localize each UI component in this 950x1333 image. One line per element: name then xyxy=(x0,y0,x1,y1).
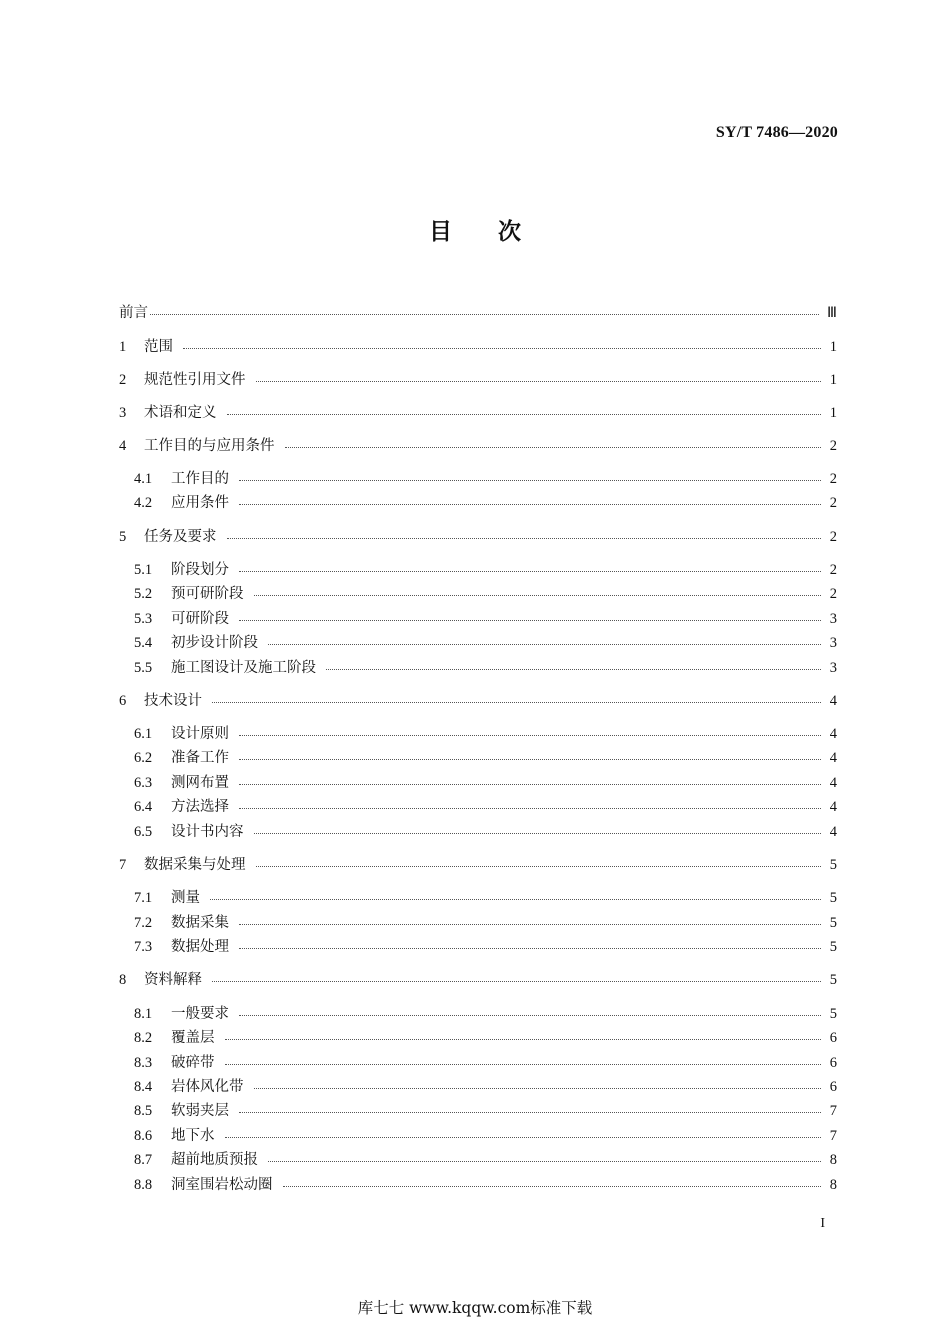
toc-entry[interactable] xyxy=(119,335,837,359)
dot-leader xyxy=(239,1112,821,1113)
toc-subentry[interactable] xyxy=(134,795,837,819)
toc-entry-number: 5.2 xyxy=(134,586,153,602)
dot-leader xyxy=(225,1064,822,1065)
dot-leader xyxy=(239,504,821,505)
toc-entry-number: 6.1 xyxy=(134,726,153,742)
dot-leader xyxy=(239,759,821,760)
toc-subentry[interactable] xyxy=(134,491,837,515)
dot-leader xyxy=(268,644,821,645)
toc-entry-number: 6.4 xyxy=(134,799,153,815)
toc-entry-page: 4 xyxy=(829,726,837,742)
dot-leader xyxy=(239,1015,821,1016)
dot-leader xyxy=(150,314,819,315)
toc-subentry[interactable] xyxy=(134,911,837,935)
toc-entry-number: 8.1 xyxy=(134,1006,153,1022)
toc-entry-label: 预可研阶段 xyxy=(171,586,244,602)
toc-entry-number: 4 xyxy=(119,438,127,454)
toc-entry-number: 8.7 xyxy=(134,1152,153,1168)
toc-entry-number: 5.1 xyxy=(134,562,153,578)
dot-leader xyxy=(285,447,822,448)
standard-code: SY/T 7486—2020 xyxy=(715,124,838,141)
toc-entry-page: 6 xyxy=(829,1079,837,1095)
toc-entry-label: 洞室围岩松动圈 xyxy=(171,1177,273,1193)
toc-entry-number: 5.3 xyxy=(134,611,153,627)
toc-entry-label: 资料解释 xyxy=(144,972,202,988)
toc-entry-label: 测量 xyxy=(171,890,200,906)
dot-leader xyxy=(239,948,821,949)
toc-entry-number: 7.3 xyxy=(134,939,153,955)
dot-leader xyxy=(254,595,822,596)
toc-entry-number: 8.5 xyxy=(134,1103,153,1119)
dot-leader xyxy=(210,899,821,900)
toc-entry-page: Ⅲ xyxy=(827,305,837,321)
toc-entry-label: 范围 xyxy=(144,339,173,355)
toc-subentry[interactable] xyxy=(134,771,837,795)
toc-subentry[interactable] xyxy=(134,582,837,606)
toc-entry-label: 初步设计阶段 xyxy=(171,635,258,651)
toc-entry-page: 4 xyxy=(829,693,837,709)
dot-leader xyxy=(183,348,821,349)
toc-entry-label: 超前地质预报 xyxy=(171,1152,258,1168)
toc-subentry[interactable] xyxy=(134,886,837,910)
toc-subentry[interactable] xyxy=(134,558,837,582)
toc-entry[interactable] xyxy=(119,853,837,877)
toc-subentry[interactable] xyxy=(134,1002,837,1026)
toc-entry-page: 8 xyxy=(829,1152,837,1168)
toc-entry-label: 前言 xyxy=(119,305,148,321)
toc-entry-label: 软弱夹层 xyxy=(171,1103,229,1119)
toc-entry-page: 6 xyxy=(829,1030,837,1046)
toc-entry[interactable] xyxy=(119,689,837,713)
toc-entry-label: 数据处理 xyxy=(171,939,229,955)
toc-entry-label: 术语和定义 xyxy=(144,405,217,421)
toc-entry-number: 6.5 xyxy=(134,824,153,840)
dot-leader xyxy=(254,833,822,834)
toc-entry-page: 2 xyxy=(829,438,837,454)
dot-leader xyxy=(326,669,821,670)
toc-entry-page: 3 xyxy=(829,635,837,651)
toc-entry-page: 5 xyxy=(829,972,837,988)
footer-watermark-text: 库七七 www.kqqw.com标准下载 xyxy=(357,1299,593,1317)
toc-subentry[interactable] xyxy=(134,722,837,746)
toc-entry-label: 工作目的 xyxy=(171,471,229,487)
toc-entry-number: 4.2 xyxy=(134,495,153,511)
dot-leader xyxy=(239,735,821,736)
toc-entry-label: 一般要求 xyxy=(171,1006,229,1022)
toc-entry-page: 2 xyxy=(829,586,837,602)
toc-entry-number: 8.6 xyxy=(134,1128,153,1144)
dot-leader xyxy=(239,924,821,925)
dot-leader xyxy=(225,1137,822,1138)
toc-entry-page: 7 xyxy=(829,1103,837,1119)
dot-leader xyxy=(225,1039,822,1040)
toc-entry-label: 施工图设计及施工阶段 xyxy=(171,660,316,676)
toc-entry-page: 1 xyxy=(829,405,837,421)
toc-entry-page: 5 xyxy=(829,890,837,906)
toc-entry-page: 1 xyxy=(829,339,837,355)
toc-entry-label: 数据采集与处理 xyxy=(144,857,246,873)
toc-entry-page: 3 xyxy=(829,660,837,676)
toc-entry-label: 准备工作 xyxy=(171,750,229,766)
toc-entry-number: 7.2 xyxy=(134,915,153,931)
toc-entry-label: 方法选择 xyxy=(171,799,229,815)
dot-leader xyxy=(256,866,822,867)
toc-entry[interactable] xyxy=(119,368,837,392)
toc-entry-label: 工作目的与应用条件 xyxy=(144,438,275,454)
toc-entry-number: 1 xyxy=(119,339,127,355)
dot-leader xyxy=(227,414,822,415)
toc-subentry[interactable] xyxy=(134,656,837,680)
toc-entry-number: 8.8 xyxy=(134,1177,153,1193)
toc-entry-label: 设计原则 xyxy=(171,726,229,742)
toc-entry-label: 岩体风化带 xyxy=(171,1079,244,1095)
dot-leader xyxy=(268,1161,821,1162)
toc-entry-number: 4.1 xyxy=(134,471,153,487)
toc-subentry[interactable] xyxy=(134,631,837,655)
toc-entry-label: 设计书内容 xyxy=(171,824,244,840)
toc-entry-page: 5 xyxy=(829,1006,837,1022)
dot-leader xyxy=(239,620,821,621)
toc-entry-page: 7 xyxy=(829,1128,837,1144)
toc-entry-preface[interactable] xyxy=(119,301,837,325)
toc-entry-page: 5 xyxy=(829,915,837,931)
toc-entry-label: 规范性引用文件 xyxy=(144,372,246,388)
toc-entry-number: 8 xyxy=(119,972,127,988)
toc-entry-label: 技术设计 xyxy=(144,693,202,709)
toc-entry-page: 2 xyxy=(829,495,837,511)
toc-entry[interactable] xyxy=(119,968,837,992)
toc-subentry[interactable] xyxy=(134,607,837,631)
toc-entry-page: 5 xyxy=(829,857,837,873)
toc-entry-page: 4 xyxy=(829,799,837,815)
toc-entry-label: 阶段划分 xyxy=(171,562,229,578)
toc-entry-page: 5 xyxy=(829,939,837,955)
toc-subentry[interactable] xyxy=(134,467,837,491)
toc-subentry[interactable] xyxy=(134,1173,837,1197)
toc-entry-number: 5 xyxy=(119,529,127,545)
toc-entry-number: 8.2 xyxy=(134,1030,153,1046)
toc-entry-label: 破碎带 xyxy=(171,1055,215,1071)
toc-entry[interactable] xyxy=(119,401,837,425)
toc-subentry[interactable] xyxy=(134,746,837,770)
toc-entry-number: 5.4 xyxy=(134,635,153,651)
dot-leader xyxy=(239,571,821,572)
dot-leader xyxy=(239,784,821,785)
toc-entry-page: 2 xyxy=(829,471,837,487)
toc-entry[interactable] xyxy=(119,434,837,458)
toc-subentry[interactable] xyxy=(134,820,837,844)
toc-entry-number: 8.3 xyxy=(134,1055,153,1071)
toc-entry-label: 应用条件 xyxy=(171,495,229,511)
toc-entry-page: 4 xyxy=(829,824,837,840)
toc-subentry[interactable] xyxy=(134,1026,837,1050)
toc-entry-page: 3 xyxy=(829,611,837,627)
dot-leader xyxy=(212,981,821,982)
toc-entry-label: 覆盖层 xyxy=(171,1030,215,1046)
toc-entry-label: 地下水 xyxy=(171,1128,215,1144)
dot-leader xyxy=(254,1088,822,1089)
toc-entry-number: 7 xyxy=(119,857,127,873)
toc-entry-page: 1 xyxy=(829,372,837,388)
dot-leader xyxy=(283,1186,822,1187)
toc-entry[interactable] xyxy=(119,525,837,549)
dot-leader xyxy=(212,702,821,703)
toc-entry-label: 测网布置 xyxy=(171,775,229,791)
toc-title: 目次 xyxy=(429,219,567,245)
toc-entry-number: 6 xyxy=(119,693,127,709)
toc-entry-number: 6.3 xyxy=(134,775,153,791)
toc-entry-page: 4 xyxy=(829,775,837,791)
toc-entry-number: 8.4 xyxy=(134,1079,153,1095)
toc-entry-label: 任务及要求 xyxy=(144,529,217,545)
toc-subentry[interactable] xyxy=(134,1075,837,1099)
toc-entry-number: 3 xyxy=(119,405,127,421)
dot-leader xyxy=(239,480,821,481)
toc-entry-label: 可研阶段 xyxy=(171,611,229,627)
toc-entry-page: 2 xyxy=(829,562,837,578)
toc-subentry[interactable] xyxy=(134,1124,837,1148)
toc-entry-page: 6 xyxy=(829,1055,837,1071)
toc-entry-page: 4 xyxy=(829,750,837,766)
toc-subentry[interactable] xyxy=(134,1148,837,1172)
toc-entry-number: 6.2 xyxy=(134,750,153,766)
toc-subentry[interactable] xyxy=(134,935,837,959)
toc-entry-number: 2 xyxy=(119,372,127,388)
toc-entry-page: 2 xyxy=(829,529,837,545)
dot-leader xyxy=(239,808,821,809)
dot-leader xyxy=(227,538,822,539)
dot-leader xyxy=(256,381,822,382)
toc-entry-number: 7.1 xyxy=(134,890,153,906)
toc-entry-label: 数据采集 xyxy=(171,915,229,931)
page-number: I xyxy=(820,1216,825,1231)
toc-subentry[interactable] xyxy=(134,1051,837,1075)
toc-entry-page: 8 xyxy=(829,1177,837,1193)
toc-entry-number: 5.5 xyxy=(134,660,153,676)
toc-subentry[interactable] xyxy=(134,1099,837,1123)
